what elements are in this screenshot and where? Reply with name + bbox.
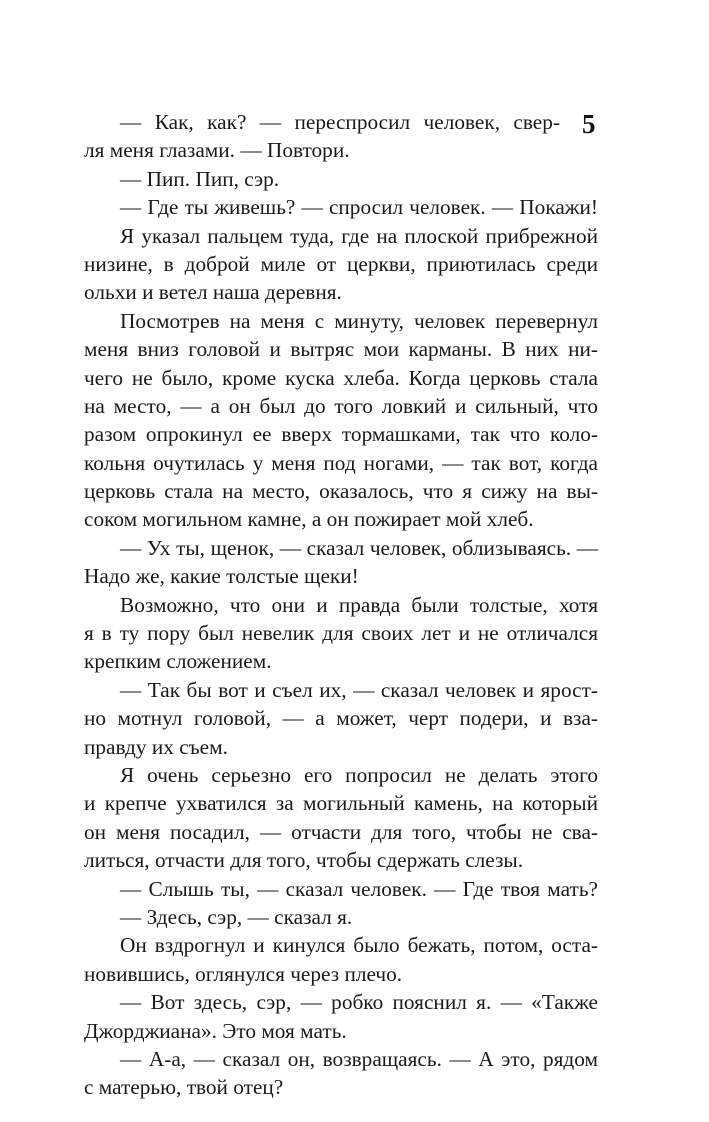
text-line: но мотнул головой, — а может, черт подери, и вза- [84,706,598,731]
text-line: Я очень серьезно его попросил не делать этого [120,762,598,787]
text-line: низине, в доброй миле от церкви, приютилась среди [84,251,598,276]
text-line: меня вниз головой и вытряс мои карманы. В них ни- [84,337,598,362]
text-line: — Где ты живешь? — спросил человек. — Покажи! [120,195,598,220]
text-line: — Вот здесь, сэр, — робко пояснил я. — «Также [120,990,598,1015]
text-line: новившись, оглянулся через плечо. [84,961,403,986]
text-line: Посмотрев на меня с минуту, человек перевернул [120,308,598,333]
text-line: Джорджиана». Это моя мать. [84,1018,347,1043]
text-line: — Ух ты, щенок, — сказал человек, облизываясь. — [120,535,598,560]
text-line: — А-а, — сказал он, возвращаясь. — А это, рядом [120,1046,598,1071]
text-line: кольня очутилась у меня под ногами, — так вот, когда [84,450,598,475]
text-line: ля меня глазами. — Повтори. [84,138,350,163]
text-line: — Здесь, сэр, — сказал я. [120,904,353,929]
text-line: он меня посадил, — отчасти для того, чтобы не сва- [84,819,598,844]
text-line: Я указал пальцем туда, где на плоской прибрежной [120,223,598,248]
text-line: и крепче ухватился за могильный камень, на который [84,791,598,816]
page-number: 5 [582,109,596,139]
text-line: с матерью, твой отец? [84,1075,284,1100]
text-line: — Так бы вот и съел их, — сказал человек и ярост- [120,677,598,702]
text-line: крепким сложением. [84,649,272,674]
text-line: я в ту пору был невелик для своих лет и не отличался [84,621,598,646]
text-line: — Как, как? — переспросил человек, свер- [120,110,560,134]
body-text [84,108,598,1102]
text-line: соком могильном камне, а он пожирает мой хлеб. [84,507,534,532]
text-line: на место, — а он был до того ловкий и сильный, что [84,393,598,418]
text-line: Он вздрогнул и кинулся было бежать, потом, оста- [120,933,598,958]
text-line: — Слышь ты, — сказал человек. — Где твоя мать? [120,876,598,901]
text-line: Надо же, какие толстые щеки! [84,564,359,589]
text-line: чего не было, кроме куска хлеба. Когда церковь стала [84,365,598,390]
text-line: литься, отчасти для того, чтобы сдержать слезы. [84,848,524,873]
text-line: церковь стала на место, оказалось, что я сижу на вы- [84,479,598,504]
text-line: — Пип. Пип, сэр. [120,166,280,191]
text-line: правду их съем. [84,734,228,759]
text-line: ольхи и ветел наша деревня. [84,280,342,305]
text-line: Возможно, что они и правда были толстые, хотя [120,592,598,617]
text-line: разом опрокинул ее вверх тормашками, так что коло- [84,422,598,447]
